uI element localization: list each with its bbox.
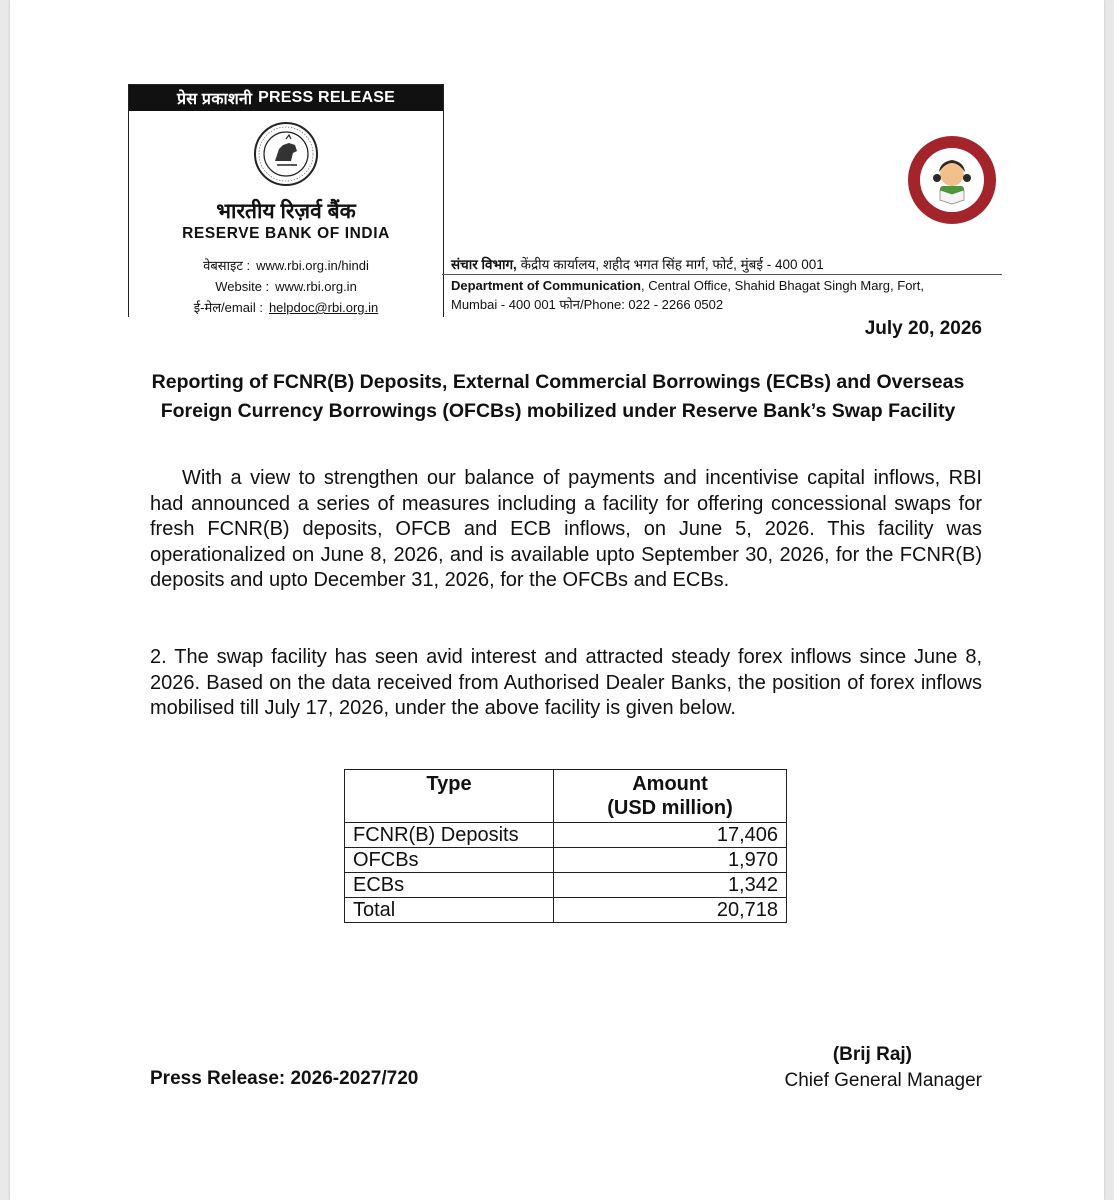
row-amount: 17,406 [554, 823, 787, 848]
email-link[interactable]: helpdoc@rbi.org.in [268, 300, 379, 315]
department-divider [442, 274, 1002, 275]
website-hindi-link[interactable]: www.rbi.org.in/hindi [256, 258, 369, 273]
table-row [345, 848, 787, 873]
bank-name-hindi: भारतीय रिज़र्व बैंक [216, 200, 356, 223]
website-link[interactable]: www.rbi.org.in [275, 279, 357, 294]
signer-designation: Chief General Manager [784, 1070, 982, 1091]
email-label: ई-मेल/email : [193, 300, 263, 315]
website-hindi-label: वेबसाइट : [203, 258, 251, 273]
header-amount [554, 770, 787, 823]
beti-bachao-logo-icon [906, 134, 998, 226]
signer-name: (Brij Raj) [832, 1044, 912, 1065]
row-type: FCNR(B) Deposits [345, 823, 554, 848]
press-release-number: Press Release: 2026-2027/720 [150, 1068, 419, 1089]
forex-inflows-table [344, 769, 787, 923]
press-release-page [10, 0, 1104, 1200]
press-release-hindi: प्रेस प्रकाशनी [176, 91, 253, 108]
department-address-line2: Mumbai - 400 001 फोन/Phone: 022 - 2266 0502 [451, 297, 724, 312]
bank-name-english: RESERVE BANK OF INDIA [182, 225, 390, 242]
department-address-english [451, 276, 971, 314]
row-amount: 20,718 [554, 898, 787, 923]
header-type: Type [345, 770, 554, 823]
department-rest-hindi: केंद्रीय कार्यालय, शहीद भगत सिंह मार्ग, फोर्ट, मुंबई - 400 001 [520, 257, 824, 272]
signature-block [710, 1042, 982, 1094]
release-title: Reporting of FCNR(B) Deposits, External Commercial Borrowings (ECBs) and Overseas Foreign Currency Borrowings (OFCBs) mobilized under Reserve Bank’s Swap Facility [151, 371, 965, 422]
website-label: Website : [215, 279, 270, 294]
row-amount: 1,342 [554, 873, 787, 898]
rbi-header-box [128, 84, 444, 317]
table-header-row [345, 770, 787, 823]
paragraph-2: 2. The swap facility has seen avid interest and attracted steady forex inflows since June 8, 2026. Based on the data received from Authorised Dealer Banks, the position of forex inflows mobilised till July 17, 2026, under the above facility is given below. [150, 646, 982, 719]
department-address-line1: , Central Office, Shahid Bhagat Singh Marg, Fort, [640, 278, 924, 293]
release-date: July 20, 2026 [864, 318, 982, 339]
department-name-english: Department of Communication [451, 278, 641, 293]
row-type: ECBs [345, 873, 554, 898]
department-name-hindi: संचार विभाग, [451, 257, 517, 272]
contact-block [129, 255, 443, 318]
table-row [345, 873, 787, 898]
row-amount: 1,970 [554, 848, 787, 873]
press-release-english: PRESS RELEASE [258, 89, 396, 106]
press-release-banner [129, 85, 443, 111]
paragraph-1: With a view to strengthen our balance of payments and incentivise capital inflows, RBI had announced a series of measures including a facility for offering concessional swaps for fresh FCNR(B) deposits, OFCB and ECB inflows, on June 5, 2026. This facility was operationalized on June 8, 2026, and is available upto September 30, 2026, for the FCNR(B) deposits and upto December 31, 2026, for the OFCBs and ECBs. [150, 467, 982, 591]
department-address-hindi [451, 255, 824, 273]
table-row [345, 823, 787, 848]
header-amount-line2: (USD million) [607, 797, 733, 819]
row-type: Total [345, 898, 554, 923]
table-row-total [345, 898, 787, 923]
header-amount-line1: Amount [632, 773, 708, 795]
row-type: OFCBs [345, 848, 554, 873]
rbi-seal-icon [253, 121, 319, 187]
